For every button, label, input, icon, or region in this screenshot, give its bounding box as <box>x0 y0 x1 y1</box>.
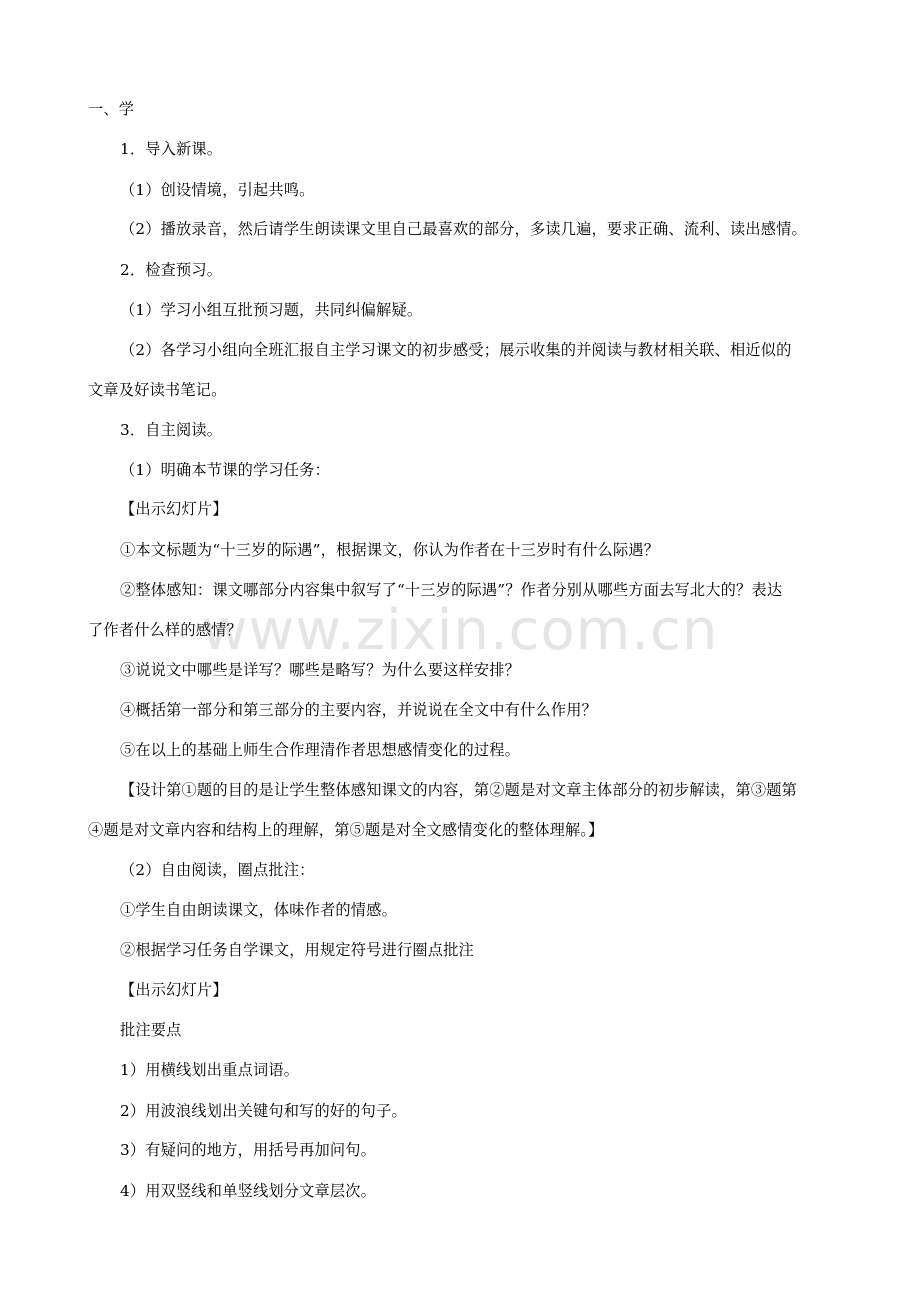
section-3-title: 3．自主阅读。 <box>120 421 223 439</box>
design-note-continued: ④题是对文章内容和结构上的理解，第⑤题是对全文感情变化的整体理解。】 <box>88 821 604 839</box>
annotation-heading: 批注要点 <box>120 1021 182 1039</box>
paragraph: ②根据学习任务自学课文，用规定符号进行圈点批注 <box>120 941 474 959</box>
paragraph: （2）自由阅读，圈点批注： <box>120 861 315 879</box>
question-item-continued: 了作者什么样的感情？ <box>88 621 242 639</box>
annotation-item: 1）用横线划出重点词语。 <box>120 1061 300 1079</box>
paragraph-continued: 文章及好读书笔记。 <box>88 381 227 399</box>
watermark: www.zixin.com.cn <box>201 598 719 663</box>
section-2-title: 2．检查预习。 <box>120 261 223 279</box>
slide-label: 【出示幻灯片】 <box>120 500 228 518</box>
question-item: ③说说文中哪些是详写？哪些是略写？为什么要这样安排？ <box>120 661 521 679</box>
design-note: 【设计第①题的目的是让学生整体感知课文的内容，第②题是对文章主体部分的初步解读，第③题第 <box>120 781 798 799</box>
slide-label: 【出示幻灯片】 <box>120 981 228 999</box>
paragraph: （1）创设情境，引起共鸣。 <box>120 181 315 199</box>
section-1-title: 1．导入新课。 <box>120 140 223 158</box>
heading-xue: 一、学 <box>88 100 135 118</box>
question-item: ④概括第一部分和第三部分的主要内容，并说说在全文中有什么作用？ <box>120 701 598 719</box>
annotation-item: 2）用波浪线划出关键句和写的好的句子。 <box>120 1102 407 1120</box>
question-item: ①本文标题为“十三岁的际遇”，根据课文，你认为作者在十三岁时有什么际遇？ <box>120 541 660 559</box>
annotation-item: 4）用双竖线和单竖线划分文章层次。 <box>120 1182 377 1200</box>
annotation-item: 3）有疑问的地方，用括号再加问句。 <box>120 1141 377 1159</box>
paragraph: （1）明确本节课的学习任务： <box>120 461 330 479</box>
question-item: ②整体感知：课文哪部分内容集中叙写了“十三岁的际遇”？作者分别从哪些方面去写北大的？表达 <box>120 581 783 599</box>
paragraph: （2）播放录音，然后请学生朗读课文里自己最喜欢的部分，多读几遍，要求正确、流利、读出感情。 <box>120 220 807 238</box>
paragraph: （2）各学习小组向全班汇报自主学习课文的初步感受；展示收集的并阅读与教材相关联、相近似的 <box>120 341 792 359</box>
question-item: ⑤在以上的基础上师生合作理清作者思想感情变化的过程。 <box>120 741 521 759</box>
paragraph: ①学生自由朗读课文，体味作者的情感。 <box>120 901 397 919</box>
paragraph: （1）学习小组互批预习题，共同纠偏解疑。 <box>120 301 423 319</box>
